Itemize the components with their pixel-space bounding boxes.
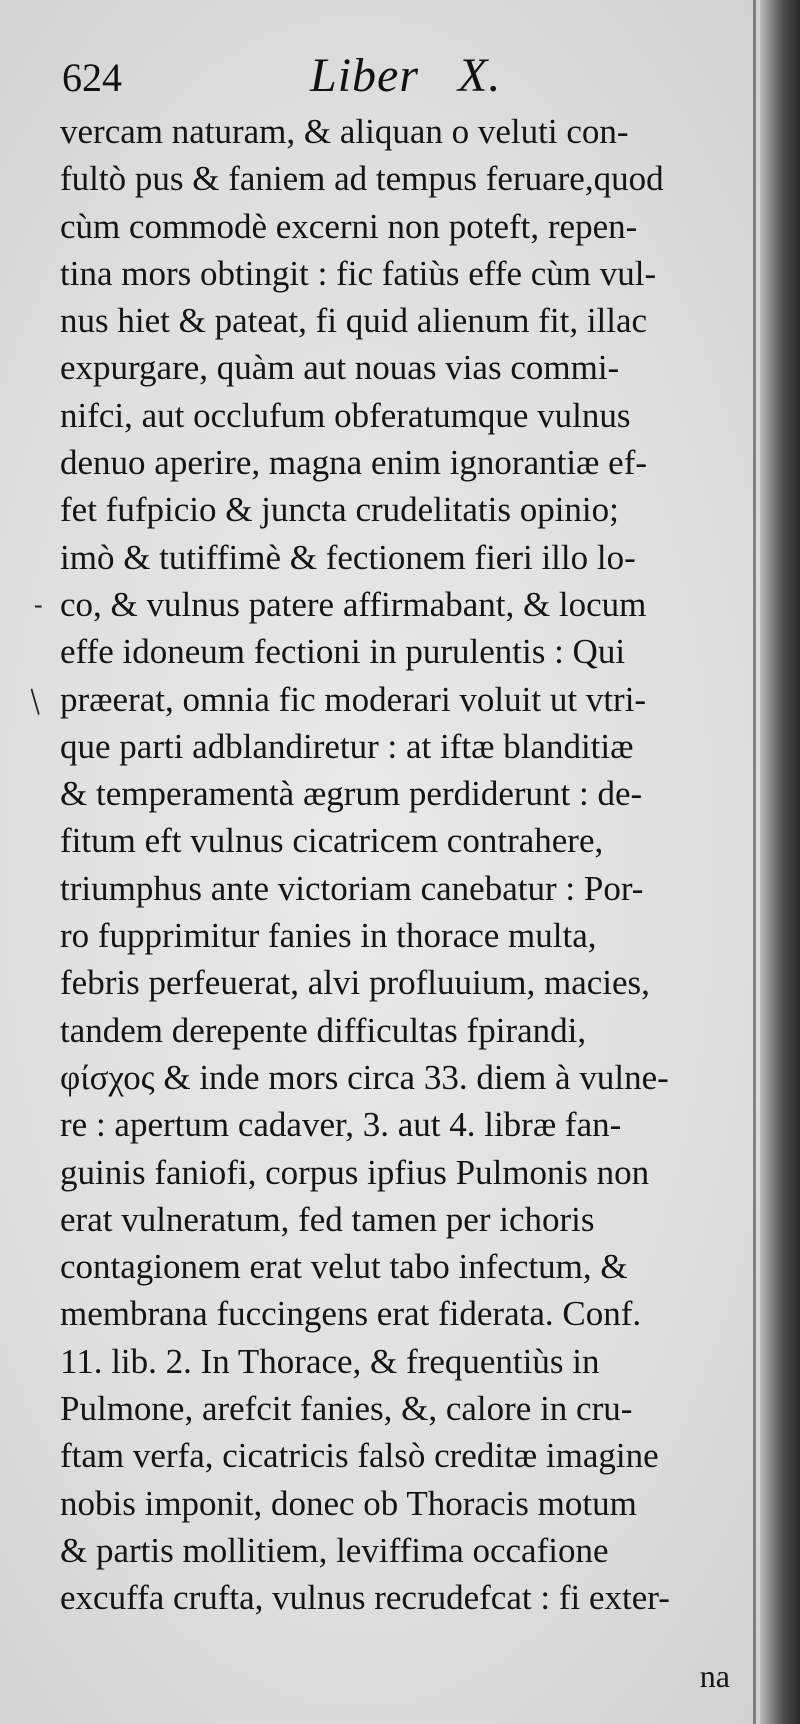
text-line: tina mors obtingit : fic fatiùs effe cùm vul- (60, 253, 657, 293)
text-line: denuo aperire, magna enim ignorantiæ ef- (60, 443, 648, 483)
text-line: triumphus ante victoriam canebatur : Por- (60, 868, 644, 908)
book-spine (760, 0, 800, 1724)
page-header (62, 48, 742, 108)
text-line: ro fupprimitur fanies in thorace multa, (60, 916, 597, 956)
catchword: na (699, 1658, 730, 1694)
text-line: contagionem erat velut tabo infectum, & (60, 1247, 628, 1287)
text-line: fultò pus & faniem ad tempus feruare,quod (60, 159, 664, 199)
text-line: Pulmone, arefcit fanies, &, calore in cru- (60, 1389, 633, 1429)
text-line: & partis mollitiem, leviffima occafione (60, 1530, 609, 1570)
text-line: effe idoneum fectioni in purulentis : Qui (60, 632, 626, 672)
margin-slash-mark: / (18, 681, 52, 723)
text-line: tandem derepente difficultas fpirandi, (60, 1010, 587, 1050)
text-line: & temperamentà ægrum perdiderunt : de- (60, 774, 643, 814)
running-head: Liber X. (310, 49, 502, 102)
text-line: expurgare, quàm aut nouas vias commi- (60, 348, 620, 388)
text-line: co, & vulnus patere affirmabant, & locum (60, 584, 647, 624)
text-line: fet fufpicio & juncta crudelitatis opinio; (60, 490, 619, 530)
text-line: membrana fuccingens erat fiderata. Conf. (60, 1294, 642, 1334)
text-line: 11. lib. 2. In Thorace, & frequentiùs in (60, 1341, 600, 1381)
gutter-shadow (753, 0, 756, 1724)
text-line: erat vulneratum, fed tamen per ichoris (60, 1199, 595, 1239)
page-number: 624 (62, 55, 122, 100)
text-line: que parti adblandiretur : at iftæ blanditiæ (60, 726, 634, 766)
text-line: fitum eft vulnus cicatricem contrahere, (60, 821, 604, 861)
body-text (60, 108, 750, 1622)
text-line: re : apertum cadaver, 3. aut 4. libræ fan- (60, 1105, 622, 1145)
text-line: excuffa crufta, vulnus recrudefcat : fi exter- (60, 1578, 670, 1618)
text-line: febris perfeuerat, alvi profluuium, macies, (60, 963, 650, 1003)
text-line: nobis imponit, donec ob Thoracis motum (60, 1483, 637, 1523)
text-line: nifci, aut occlufum obferatumque vulnus (60, 395, 631, 435)
margin-dash-mark: - (34, 590, 43, 619)
text-line: vercam naturam, & aliquan o veluti con- (60, 112, 629, 151)
text-line: nus hiet & pateat, fi quid alienum fit, illac (60, 301, 648, 341)
text-line: guinis faniofi, corpus ipfius Pulmonis non (60, 1152, 650, 1192)
text-line: imò & tutiffimè & fectionem fieri illo lo- (60, 537, 636, 577)
text-line: cùm commodè excerni non poteft, repen- (60, 206, 638, 246)
text-line: ftam verfa, cicatricis falsò creditæ imagine (60, 1436, 659, 1476)
text-line: φίσχος & inde mors circa 33. diem à vulne- (60, 1057, 669, 1097)
text-line: præerat, omnia fic moderari voluit ut vtri- (60, 679, 647, 719)
